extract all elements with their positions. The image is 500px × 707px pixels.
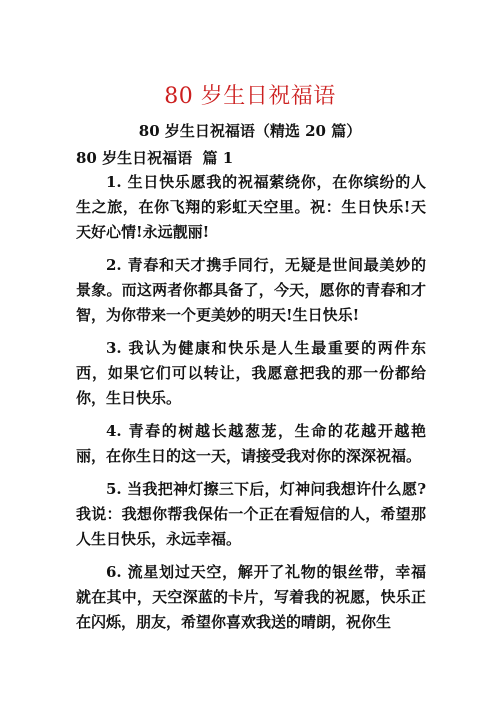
blessing-list <box>76 170 426 643</box>
blessing-text: 当我把神灯擦三下后，灯神问我想许什么愿?我说：我想你帮我保佑一个正在看短信的人，希望那人生日快乐，永远幸福。 <box>76 480 426 548</box>
blessing-number: 1. <box>106 173 122 191</box>
blessing-number: 3. <box>106 339 122 357</box>
page-subtitle: 80 岁生日祝福语（精选 20 篇） <box>138 122 362 140</box>
blessing-number: 6. <box>106 563 122 581</box>
blessing-item <box>76 419 426 469</box>
blessing-text: 青春的树越长越葱茏，生命的花越开越艳丽，在你生日的这一天，请接受我对你的深深祝福。 <box>76 422 426 465</box>
blessing-text: 流星划过天空，解开了礼物的银丝带，幸福就在其中，天空深蓝的卡片，写着我的祝愿，快乐正在闪烁，朋友，希望你喜欢我送的晴朗，祝你生 <box>76 563 426 631</box>
blessing-number: 4. <box>106 422 122 440</box>
blessing-item <box>76 477 426 552</box>
blessing-number: 2. <box>106 256 122 274</box>
blessing-text: 青春和天才携手同行，无疑是世间最美妙的景象。而这两者你都具备了，今天，愿你的青春和才智，为你带来一个更美妙的明天!生日快乐! <box>76 256 426 324</box>
blessing-text: 我认为健康和快乐是人生最重要的两件东西，如果它们可以转让，我愿意把我的那一份都给你，生日快乐。 <box>76 339 426 407</box>
page-title: 80 岁生日祝福语 <box>164 84 336 109</box>
blessing-item <box>76 253 426 328</box>
section-heading: 80 岁生日祝福语 篇 1 <box>76 149 234 167</box>
blessing-item <box>76 336 426 411</box>
blessing-item <box>76 560 426 635</box>
blessing-number: 5. <box>106 480 122 498</box>
blessing-text: 生日快乐愿我的祝福萦绕你，在你缤纷的人生之旅，在你飞翔的彩虹天空里。祝：生日快乐!天天好心情!永远靓丽! <box>76 173 426 241</box>
blessing-item <box>76 170 426 245</box>
